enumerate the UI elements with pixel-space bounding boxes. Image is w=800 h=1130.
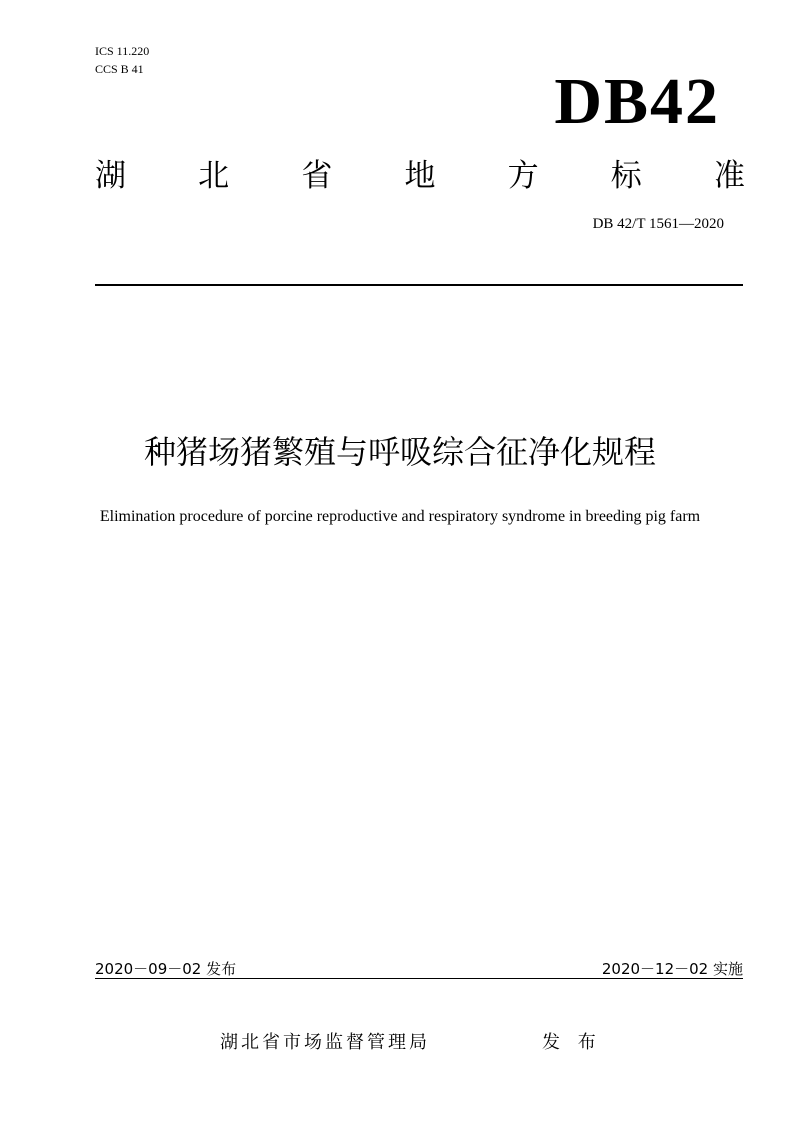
standard-type-char: 省: [301, 158, 333, 194]
standard-number: DB 42/T 1561—2020: [592, 216, 724, 232]
standard-type-char: 准: [713, 158, 745, 194]
title-english: Elimination procedure of porcine reproductive and respiratory syndrome in breeding pig farm: [99, 508, 701, 525]
issuer-action: 发 布: [542, 1032, 602, 1053]
title-chinese: 种猪场猪繁殖与呼吸综合征净化规程: [143, 433, 656, 471]
footer-divider: [95, 978, 743, 979]
header-divider: [95, 284, 743, 286]
standard-type-char: 地: [404, 158, 436, 194]
implementation-date: 2020－12－02 实施: [601, 960, 743, 978]
issue-date: 2020－09－02 发布: [95, 960, 237, 978]
ccs-code: CCS B 41: [95, 62, 144, 76]
issuer-name: 湖北省市场监督管理局: [220, 1032, 430, 1053]
standard-type-char: 湖: [95, 158, 126, 194]
db-logo: DB42: [554, 65, 720, 138]
standard-type-char: 北: [198, 158, 230, 194]
standard-type: [95, 155, 745, 197]
standard-type-char: 方: [507, 158, 539, 194]
ics-code: ICS 11.220: [95, 44, 150, 58]
classification-codes: [95, 42, 149, 78]
standard-type-char: 标: [610, 158, 642, 194]
